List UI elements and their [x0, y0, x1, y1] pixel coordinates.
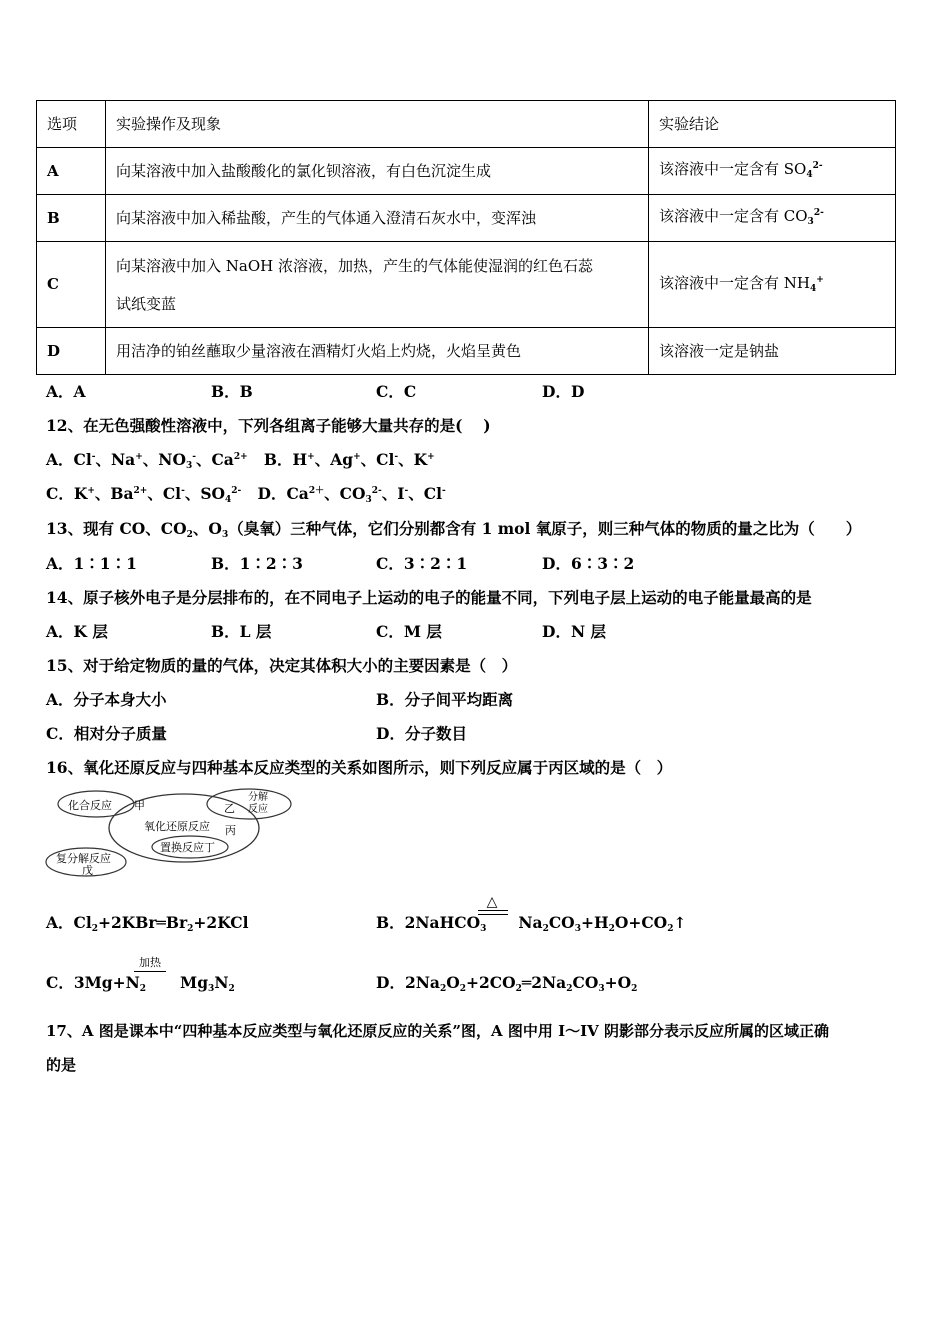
- row-option: D: [37, 328, 106, 375]
- label-wu: 戊: [82, 864, 93, 877]
- equal-line-bottom: [478, 914, 508, 915]
- table-row: [37, 195, 896, 242]
- q15-option-c[interactable]: C．相对分子质量: [46, 724, 167, 743]
- q15-option-d[interactable]: D．分子数目: [376, 724, 467, 743]
- experiment-table: [36, 100, 896, 375]
- q15-option-a[interactable]: A．分子本身大小: [46, 690, 167, 709]
- row-conclusion: 该溶液一定是钠盐: [649, 328, 896, 375]
- header-conclusion: 实验结论: [649, 101, 896, 148]
- q16-stem: 16、氧化还原反应与四种基本反应类型的关系如图所示，则下列反应属于丙区域的是（ ）: [46, 758, 673, 777]
- header-operation: 实验操作及现象: [106, 101, 649, 148]
- q16-option-b[interactable]: B．2NaHCO$_3$ $Na_2CO_3+H_2O+CO_2↑$: [376, 913, 687, 934]
- label-decomposition-2: 反应: [248, 804, 268, 815]
- q14-option-a[interactable]: A．K 层: [46, 622, 108, 641]
- label-displacement: 置换反应丁: [160, 841, 215, 854]
- label-combination: 化合反应: [68, 799, 112, 812]
- q16-option-a[interactable]: A．$Cl_2+2KBr═Br_2+2KCl$: [46, 913, 249, 934]
- q13-stem: 13、现有 CO、$CO_2$、$O_3$（臭氧）三种气体，它们分别都含有 1 mol 氧原子，则三种气体的物质的量之比为（ ）: [46, 519, 862, 540]
- label-bing: 丙: [225, 824, 236, 837]
- q17-line2: 的是: [46, 1056, 77, 1074]
- q12-options-cd[interactable]: C．K+、$Ba^{2+}$、Cl-、$SO_4^{2-}$ D．$Ca^{2+}$、$CO_3^{2-}$、I-、Cl-: [46, 484, 446, 505]
- row-operation: 向某溶液中加入盐酸酸化的氯化钡溶液，有白色沉淀生成: [106, 148, 649, 195]
- row-operation: 向某溶液中加入稀盐酸，产生的气体通入澄清石灰水中，变浑浊: [106, 195, 649, 242]
- q13-option-b[interactable]: B．1∶2∶3: [211, 554, 303, 573]
- row-operation: 向某溶液中加入 NaOH 浓溶液，加热，产生的气体能使湿润的红色石蕊 试纸变蓝: [106, 242, 649, 328]
- q14-option-b[interactable]: B．L 层: [211, 622, 272, 641]
- q11-option-c[interactable]: C．C: [376, 382, 417, 401]
- q16-option-d[interactable]: D．$2Na_2O_2+2CO_2═2Na_2CO_3+O_2$: [376, 973, 638, 994]
- table-header-row: [37, 101, 896, 148]
- q11-option-d[interactable]: D．D: [542, 382, 585, 401]
- q13-option-d[interactable]: D．6∶3∶2: [542, 554, 635, 573]
- q14-option-c[interactable]: C．M 层: [376, 622, 442, 641]
- heat-symbol: △: [486, 894, 498, 910]
- label-decomposition-1: 分解: [248, 792, 268, 803]
- q15-option-b[interactable]: B．分子间平均距离: [376, 690, 514, 709]
- row-option: C: [37, 242, 106, 328]
- row-conclusion: 该溶液中一定含有 $NH_4^+$: [649, 242, 896, 328]
- q16-option-c[interactable]: C．$3Mg+N_2$ $Mg_3N_2$: [46, 973, 235, 994]
- q17-line1: 17、A 图是课本中“四种基本反应类型与氧化还原反应的关系”图，A 图中用 I～IV 阴影部分表示反应所属的区域正确: [46, 1022, 829, 1040]
- table-row: [37, 328, 896, 375]
- row-operation: 用洁净的铂丝蘸取少量溶液在酒精灯火焰上灼烧，火焰呈黄色: [106, 328, 649, 375]
- reaction-venn-diagram: [44, 786, 296, 878]
- q11-option-b[interactable]: B．B: [211, 382, 253, 401]
- table-row: [37, 242, 896, 328]
- equal-line-top: [478, 910, 508, 911]
- q13-option-a[interactable]: A．1∶1∶1: [46, 554, 137, 573]
- condition-line: [134, 971, 166, 972]
- q12-stem: 12、在无色强酸性溶液中，下列各组离子能够大量共存的是( ): [46, 416, 491, 435]
- row-conclusion: 该溶液中一定含有 $CO_3^{2-}$: [649, 195, 896, 242]
- label-yi: 乙: [224, 802, 235, 815]
- heat-text: 加热: [139, 956, 161, 969]
- row-option: A: [37, 148, 106, 195]
- label-redox: 氧化还原反应: [144, 820, 210, 833]
- label-double-decomposition: 复分解反应: [56, 852, 111, 865]
- label-jia: 甲: [134, 799, 145, 812]
- q11-option-a[interactable]: A．A: [46, 382, 86, 401]
- q14-option-d[interactable]: D．N 层: [542, 622, 607, 641]
- row-conclusion: 该溶液中一定含有 $SO_4^{2-}$: [649, 148, 896, 195]
- q13-option-c[interactable]: C．3∶2∶1: [376, 554, 468, 573]
- row-option: B: [37, 195, 106, 242]
- table-row: [37, 148, 896, 195]
- q15-stem: 15、对于给定物质的量的气体，决定其体积大小的主要因素是（ ）: [46, 656, 518, 675]
- q14-stem: 14、原子核外电子是分层排布的，在不同电子上运动的电子的能量不同，下列电子层上运动的电子能量最高的是: [46, 588, 812, 607]
- header-option: 选项: [37, 101, 106, 148]
- q12-options-ab[interactable]: A．Cl-、Na+、$NO_3^-$、$Ca^{2+}$ B．H+、Ag+、Cl-、K+: [46, 450, 435, 471]
